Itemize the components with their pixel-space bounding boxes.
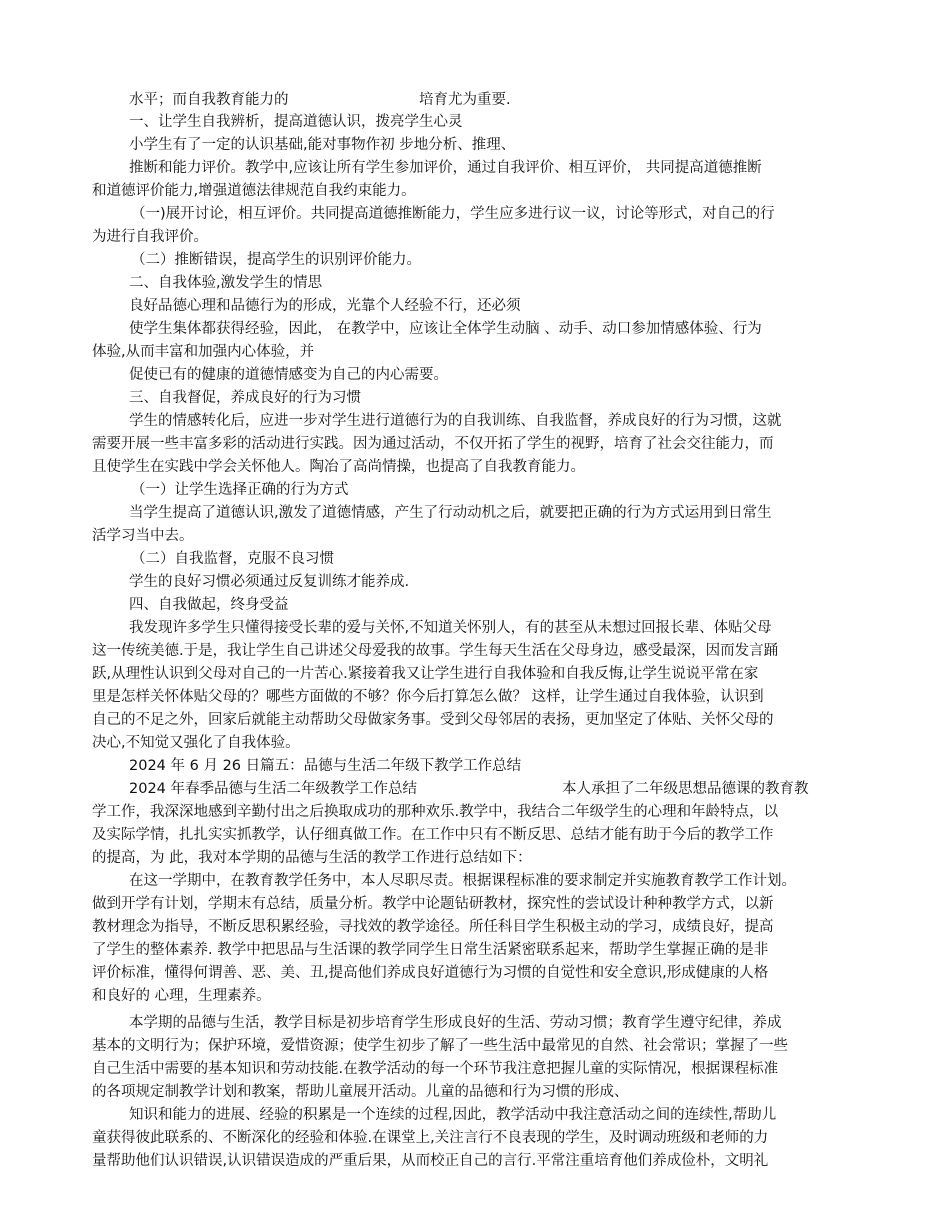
text-line: 的各项规定制教学计划和教案，帮助儿童展开活动。儿童的品德和行为习惯的形成、 (92, 1084, 629, 1100)
text-line: 活学习当中去。 (92, 528, 194, 544)
text-line: 2024 年春季品德与生活二年级教学工作总结 本人承担了二年级思想品德课的教育教 (129, 781, 809, 797)
text-line: 当学生提高了道德认识,激发了道德情感，产生了行动动机之后，就要把正确的行为方式运用到日常生 (129, 505, 772, 521)
text-line: 促使已有的健康的道德情感变为自己的内心需要。 (129, 367, 448, 383)
section-heading: 二、自我体验,激发学生的情思 (129, 275, 323, 291)
text-line: 需要开展一些丰富多彩的活动进行实践。因为通过活动，不仅开拓了学生的视野，培育了社会交往能力，而 (92, 436, 774, 452)
text-line: 良好品德心理和品德行为的形成，光靠个人经验不行，还必须 (129, 298, 521, 314)
article-heading: 2024 年 6 月 26 日篇五：品德与生活二年级下教学工作总结 (129, 758, 522, 774)
text-line: 且使学生在实践中学会关怀他人。陶冶了高尚情操，也提高了自我教育能力。 (92, 459, 585, 475)
text-line: （一)展开讨论，相互评价。共同提高道德推断能力，学生应多进行议一议，讨论等形式，对自己的行 (131, 206, 775, 222)
text-line: 我发现许多学生只懂得接受长辈的爱与关怀,不知道关怀别人，有的甚至从未想过回报长辈、体贴父母 (129, 620, 772, 636)
text-line: 童获得彼此联系的、不断深化的经验和体验.在课堂上,关注言行不良表现的学生，及时调动班级和老师的力 (92, 1130, 769, 1146)
text-line: 教材理念为指导，不断反思积累经验，寻找效的教学途径。所任科目学生积极主动的学习，成绩良好，提高 (92, 919, 774, 935)
section-heading: 一、让学生自我辨析，提高道德认识，拨亮学生心灵 (129, 114, 463, 130)
text-line: 里是怎样关怀体贴父母的？哪些方面做的不够？你今后打算怎么做？ 这样，让学生通过自我体验，认识到 (92, 689, 764, 705)
text-line: 为进行自我评价。 (92, 229, 208, 245)
text-line: 基本的文明行为；保护环境，爱惜资源；使学生初步了解了一些生活中最常见的自然、社会常识；掌握了一些 (92, 1038, 788, 1054)
text-line: 做到开学有计划，学期末有总结，质量分析。教学中论题钻研教材，探究性的尝试设计种种教学方式，以新 (92, 896, 774, 912)
text-line: 和良好的 心理，生理素养。 (92, 988, 271, 1004)
text-line: （二）推断错误，提高学生的识别评价能力。 (131, 252, 421, 268)
text-line: 了学生的整体素养. 教学中把思品与生活课的教学同学生日常生活紧密联系起来，帮助学生掌握正确的是非 (92, 942, 769, 958)
section-heading: 三、自我督促，养成良好的行为习惯 (129, 390, 361, 406)
text-line: 学生的情感转化后，应进一步对学生进行道德行为的自我训练、自我监督，养成良好的行为习惯，这就 (129, 413, 782, 429)
text-line: 量帮助他们认识错误,认识错误造成的严重后果，从而校正自己的言行.平常注重培育他们养成俭朴，文明礼 (92, 1153, 769, 1169)
text-line: 学生的良好习惯必须通过反复训练才能养成. (129, 574, 410, 590)
text-line: 水平；而自我教育能力的 培育尤为重要. (129, 92, 511, 108)
text-line: 自己生活中需要的基本知识和劳动技能.在教学活动的每一个环节我注意把握儿童的实际情况，根据课程标准 (92, 1061, 779, 1077)
text-line: 跃,从理性认识到父母对自己的一片苦心.紧接着我又让学生进行自我体验和自我反悔,让学生说说平常在家 (92, 666, 759, 682)
text-line: 推断和能力评价。教学中,应该让所有学生参加评价，通过自我评价、相互评价， 共同提高道德推断 (129, 160, 762, 176)
text-line: 体验,从而丰富和加强内心体验，并 (92, 344, 315, 360)
text-line: 小学生有了一定的认识基础,能对事物作初 步地分析、推理、 (129, 137, 516, 153)
text-line: 自己的不足之外，回家后就能主动帮助父母做家务事。受到父母邻居的表扬，更加坚定了体贴、关怀父母的 (92, 712, 774, 728)
text-line: （一）让学生选择正确的行为方式 (131, 482, 349, 498)
text-line: 本学期的品德与生活，教学目标是初步培育学生形成良好的生活、劳动习惯；教育学生遵守纪律，养成 (129, 1015, 782, 1031)
text-line: 的提高，为 此，我对本学期的品德与生活的教学工作进行总结如下： (92, 850, 532, 866)
text-line: 知识和能力的进展、经验的积累是一个连续的过程,因此，教学活动中我注意活动之间的连续性,帮助儿 (129, 1107, 777, 1123)
text-line: 评价标准，懂得何谓善、恶、美、丑,提高他们养成良好道德行为习惯的自觉性和安全意识,形成健康的人格 (92, 965, 769, 981)
text-line: 在这一学期中，在教育教学任务中，本人尽职尽责。根据课程标准的要求制定并实施教育教学工作计划。 (129, 873, 796, 889)
text-line: （二）自我监督，克服不良习惯 (131, 551, 334, 567)
text-line: 使学生集体都获得经验，因此， 在教学中，应该让全体学生动脑 、动手、动口参加情感体验、行为 (129, 321, 762, 337)
text-line: 决心,不知觉又强化了自我体验。 (92, 735, 300, 751)
text-line: 学工作，我深深地感到辛勤付出之后换取成功的那种欢乐.教学中，我结合二年级学生的心理和年龄特点，以 (92, 804, 779, 820)
text-line: 和道德评价能力,增强道德法律规范自我约束能力。 (92, 183, 416, 199)
text-line: 这一传统美德.于是，我让学生自己讲述父母爱我的故事。学生每天生活在父母身边，感受最深，因而发言踊 (92, 643, 779, 659)
text-line: 及实际学情，扎扎实实抓教学，认仔细真做工作。在工作中只有不断反思、总结才能有助于今后的教学工作 (92, 827, 774, 843)
section-heading: 四、自我做起，终身受益 (129, 597, 289, 613)
